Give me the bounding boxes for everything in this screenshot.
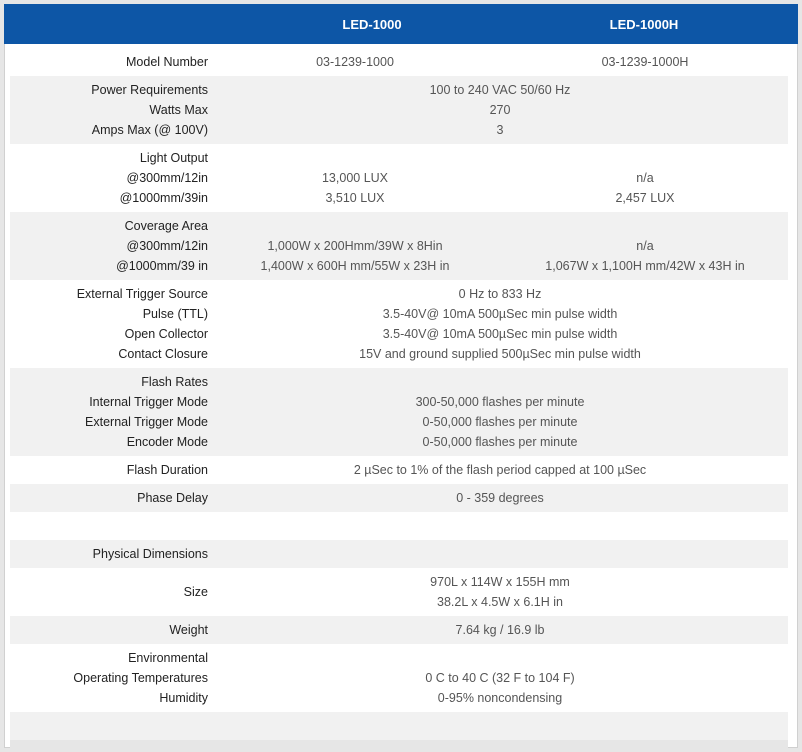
table-row xyxy=(10,212,788,280)
spec-label: Internal Trigger Mode xyxy=(89,395,208,409)
spec-label: @300mm/12in xyxy=(126,239,208,253)
table-row xyxy=(10,540,788,568)
value-shared: 0 Hz to 833 Hz xyxy=(458,287,542,301)
row-line xyxy=(10,256,788,276)
value-shared: 7.64 kg / 16.9 lb xyxy=(455,623,545,637)
spec-label: External Trigger Mode xyxy=(85,415,208,429)
spec-label: Watts Max xyxy=(149,103,208,117)
table-header xyxy=(4,4,798,44)
value-led-1000: 1,000W x 200Hmm/39W x 8Hin xyxy=(267,239,443,253)
value-shared: 270 xyxy=(489,103,511,117)
spec-label: Encoder Mode xyxy=(126,435,208,449)
value-shared: 100 to 240 VAC 50/60 Hz xyxy=(429,83,571,97)
row-line xyxy=(10,52,788,72)
table-row xyxy=(10,616,788,644)
row-line xyxy=(10,148,788,168)
value-shared: 0 - 359 degrees xyxy=(456,491,544,505)
table-row xyxy=(10,368,788,456)
row-line xyxy=(10,688,788,708)
table-row xyxy=(10,456,788,484)
value-shared: 3.5-40V@ 10mA 500µSec min pulse width xyxy=(382,327,618,341)
value-led-1000: 3,510 LUX xyxy=(325,191,385,205)
row-line xyxy=(10,488,788,508)
value-shared: 15V and ground supplied 500µSec min pulse width xyxy=(359,347,641,361)
value-shared: 0 C to 40 C (32 F to 104 F) xyxy=(425,671,575,685)
value-shared: 0-50,000 flashes per minute xyxy=(422,415,578,429)
value-led-1000h: 03-1239-1000H xyxy=(601,55,689,69)
row-line xyxy=(10,412,788,432)
spec-label: Open Collector xyxy=(124,327,208,341)
value-shared: 300-50,000 flashes per minute xyxy=(415,395,585,409)
value-shared: 3 xyxy=(496,123,504,137)
spec-label: Coverage Area xyxy=(124,219,208,233)
spec-label: @1000mm/39 in xyxy=(116,259,208,273)
row-line xyxy=(10,344,788,364)
row-line xyxy=(10,648,788,668)
table-row xyxy=(10,644,788,712)
table-row xyxy=(10,76,788,144)
spec-label: Power Requirements xyxy=(91,83,208,97)
header-led-1000h: LED-1000H xyxy=(609,17,679,32)
row-line xyxy=(10,100,788,120)
table-row xyxy=(10,48,788,76)
value-led-1000: 03-1239-1000 xyxy=(316,55,394,69)
row-line xyxy=(10,188,788,208)
table-row xyxy=(10,484,788,512)
spec-label: Light Output xyxy=(139,151,208,165)
row-line xyxy=(10,372,788,392)
row-line xyxy=(10,432,788,452)
spec-label: Model Number xyxy=(126,55,208,69)
spec-table xyxy=(10,48,788,740)
value-shared: 3.5-40V@ 10mA 500µSec min pulse width xyxy=(382,307,618,321)
value-shared: 970L x 114W x 155H mm xyxy=(430,575,570,589)
row-line xyxy=(10,236,788,256)
spec-label: Amps Max (@ 100V) xyxy=(91,123,208,137)
table-row xyxy=(10,280,788,368)
row-line xyxy=(10,168,788,188)
spec-label: Size xyxy=(183,585,208,599)
row-line xyxy=(10,120,788,140)
row-line xyxy=(10,668,788,688)
value-shared: 0-50,000 flashes per minute xyxy=(422,435,578,449)
row-line xyxy=(10,304,788,324)
value-led-1000h: 2,457 LUX xyxy=(615,191,675,205)
spec-label: Operating Temperatures xyxy=(73,671,208,685)
row-line xyxy=(10,80,788,100)
table-row xyxy=(10,512,788,540)
value-led-1000: 13,000 LUX xyxy=(321,171,389,185)
spec-label: @1000mm/39in xyxy=(119,191,208,205)
value-led-1000h: 1,067W x 1,100H mm/42W x 43H in xyxy=(545,259,745,273)
value-led-1000h: n/a xyxy=(636,171,654,185)
value-shared: 0-95% noncondensing xyxy=(437,691,563,705)
row-line xyxy=(10,516,788,536)
row-line xyxy=(10,544,788,564)
spec-label: Weight xyxy=(169,623,208,637)
spec-label: Phase Delay xyxy=(137,491,208,505)
spec-label: Humidity xyxy=(159,691,208,705)
spec-label: Flash Duration xyxy=(126,463,208,477)
row-line xyxy=(10,324,788,344)
value-shared: 38.2L x 4.5W x 6.1H in xyxy=(437,595,563,609)
spec-label: Physical Dimensions xyxy=(92,547,208,561)
header-led-1000: LED-1000 xyxy=(342,17,402,32)
spec-label: @300mm/12in xyxy=(126,171,208,185)
spec-label: Pulse (TTL) xyxy=(142,307,208,321)
table-row xyxy=(10,712,788,740)
value-led-1000h: n/a xyxy=(636,239,654,253)
row-line xyxy=(10,620,788,640)
row-line xyxy=(10,392,788,412)
row-line xyxy=(10,216,788,236)
table-row xyxy=(10,144,788,212)
spec-label: Contact Closure xyxy=(118,347,208,361)
spec-label: Flash Rates xyxy=(141,375,208,389)
bottom-border xyxy=(10,740,788,748)
row-line xyxy=(10,716,788,736)
table-row xyxy=(10,568,788,616)
row-line xyxy=(10,284,788,304)
spec-label: External Trigger Source xyxy=(76,287,208,301)
value-shared: 2 µSec to 1% of the flash period capped at 100 µSec xyxy=(353,463,647,477)
value-led-1000: 1,400W x 600H mm/55W x 23H in xyxy=(260,259,450,273)
spec-label: Environmental xyxy=(128,651,208,665)
row-line xyxy=(10,460,788,480)
